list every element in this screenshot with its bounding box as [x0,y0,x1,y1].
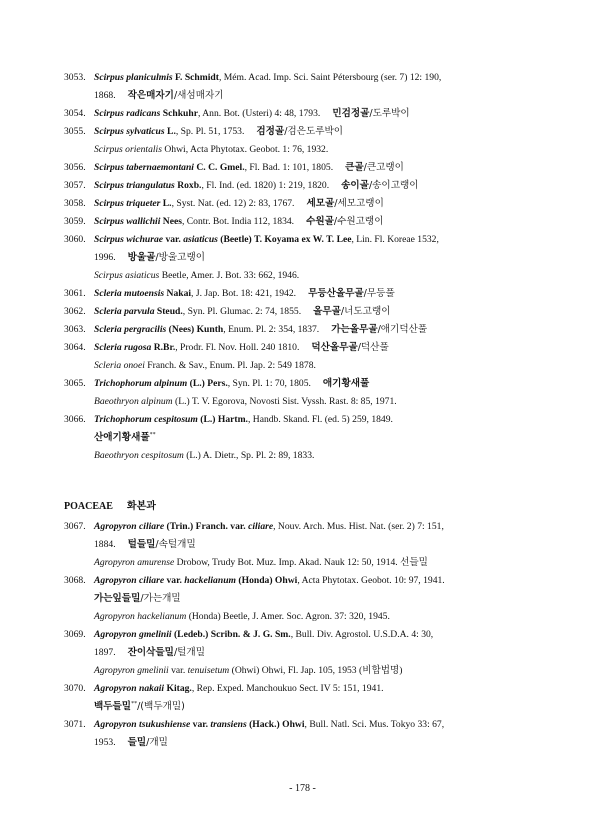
citation: , Rep. Exped. Manchoukuo Sect. IV 5: 151, 1941. [191,683,384,694]
citation-cont: 1897. [94,647,116,658]
entry-number: 3062. [64,306,86,317]
entry-number: 3055. [64,126,86,137]
synonym-name: Baeothryon cespitosum [94,450,184,461]
scientific-name: Scirpus wichurae [94,234,164,245]
synonym-citation: (Ohwi) Ohwi, Fl. Jap. 105, 1953 (비합법명) [231,665,403,676]
synonym-name: Agropyron gmelinii [94,665,169,676]
alt-korean-name: /큰고랭이 [363,162,404,173]
scientific-name: Scleria parvula [94,306,155,317]
citation: , Syn. Pl. 1: 70, 1805. [227,378,311,389]
entry-number: 3064. [64,342,86,353]
author: C. C. Gmel. [196,162,245,173]
synonym-citation: Franch. & Sav., Enum. Pl. Jap. 2: 549 1878. [147,360,316,371]
scientific-name: Scirpus sylvaticus [94,126,165,137]
korean-name: 민검정골 [332,108,370,119]
synonym-citation: (L.) T. V. Egorova, Novosti Sist. Vyssh. Rast. 8: 85, 1971. [175,396,397,407]
species-entry-3070 [64,680,544,716]
infraspecific-name: transiens [210,719,247,730]
citation: , Lin. Fl. Koreae 1532, [351,234,439,245]
author: (Honda) Ohwi [238,575,298,586]
entry-number: 3059. [64,216,86,227]
species-entry-3064 [64,339,544,375]
citation: , J. Jap. Bot. 18: 421, 1942. [191,288,297,299]
author: (L.) Pers. [189,378,228,389]
entry-number: 3063. [64,324,86,335]
entry-number: 3053. [64,72,86,83]
synonym-name: Agropyron amurense [94,557,175,568]
korean-name: 검정골 [256,126,285,137]
entry-number: 3057. [64,180,86,191]
synonym-citation: (L.) A. Dietr., Sp. Pl. 2: 89, 1833. [186,450,315,461]
author: Steud. [156,306,183,317]
author: (Beetle) T. Koyama ex W. T. Lee [220,234,352,245]
korean-name: 작은매자기 [127,90,174,101]
scientific-name: Scirpus tabernaemontani [94,162,194,173]
entry-number: 3061. [64,288,86,299]
entry-number: 3067. [64,521,86,532]
author: (Ledeb.) Scribn. & J. G. Sm. [173,629,291,640]
entry-number: 3054. [64,108,86,119]
korean-name: 덕산올무골 [311,342,358,353]
infraspecific-name: ciliare [248,521,274,532]
alt-korean-name: /덕산풀 [357,342,389,353]
citation: , Nouv. Arch. Mus. Hist. Nat. (ser. 2) 7: 151, [273,521,444,532]
rank-marker: var. [166,575,182,586]
korean-name: 가는잎들밀 [94,593,141,604]
scientific-name: Trichophorum cespitosum [94,414,198,425]
alt-korean-name: /방울고랭이 [155,252,205,263]
author: L. [162,198,172,209]
korean-name: 잔이삭들밀 [127,647,174,658]
alt-korean-name: /너도고랭이 [340,306,391,317]
species-entry-3054 [64,105,544,123]
synonym-name: Scleria onoei [94,360,145,371]
species-entry-3062 [64,303,544,321]
synonym-citation: Drobow, Trudy Bot. Muz. Imp. Akad. Nauk 12: 50, 1914. 선들밀 [176,557,428,568]
rank-marker: var. [230,521,246,532]
author: (Hack.) Ohwi [249,719,305,730]
species-entry-3055 [64,123,544,159]
citation-cont: 1884. [94,539,116,550]
author: (L.) Hartm. [200,414,248,425]
korean-name: 세모골 [306,198,335,209]
entry-number: 3060. [64,234,86,245]
entry-number: 3068. [64,575,86,586]
species-entry-3068 [64,572,544,626]
author: Nees [162,216,182,227]
alt-korean-name: /검은도루박이 [284,126,344,137]
alt-korean-name: /애기덕산풀 [377,324,428,335]
citation-cont: 1868. [94,90,116,101]
rank-marker: var. [165,234,181,245]
entry-number: 3058. [64,198,86,209]
species-entry-3059 [64,213,544,231]
korean-name: 들밀 [127,737,147,748]
author: F. Schmidt [175,72,219,83]
citation: , Contr. Bot. India 112, 1834. [181,216,295,227]
synonym-citation: Beetle, Amer. J. Bot. 33: 662, 1946. [161,270,300,281]
korean-name: 송이골 [341,180,369,191]
entry-number: 3071. [64,719,86,730]
cyperaceae-entry-list [64,69,544,465]
synonym-infraspecific-name: tenuisetum [187,665,230,676]
scientific-name: Scleria rugosa [94,342,152,353]
footnote-marker: ** [131,701,138,707]
korean-name: 가는올무골 [331,324,378,335]
synonym-citation: (Honda) Beetle, J. Amer. Soc. Agron. 37: 320, 1945. [188,611,390,622]
scientific-name: Agropyron gmelinii [94,629,172,640]
korean-name: 올무골 [313,306,341,317]
korean-name: 털들밀 [127,539,156,550]
species-entry-3056 [64,159,544,177]
species-entry-3063 [64,321,544,339]
citation-cont: 1996. [94,252,116,263]
alt-korean-name: /세모고랭이 [334,198,384,209]
family-korean-name: 화본과 [126,501,156,512]
alt-korean-name: /송이고랭이 [368,180,419,191]
family-latin-name: POACEAE [64,501,113,512]
synonym-name: Scirpus orientalis [94,144,162,155]
citation-cont: 1953. [94,737,116,748]
citation: , Syst. Nat. (ed. 12) 2: 83, 1767. [171,198,295,209]
citation: , Bull. Div. Agrostol. U.S.D.A. 4: 30, [290,629,434,640]
species-entry-3071 [64,716,544,752]
infraspecific-name: hackelianum [184,575,236,586]
entry-number: 3056. [64,162,86,173]
author: Roxb. [177,180,202,191]
poaceae-entry-list [64,518,544,752]
entry-number: 3069. [64,629,86,640]
synonym-name: Agropyron hackelianum [94,611,187,622]
scientific-name: Scirpus wallichii [94,216,161,227]
citation: , Prodr. Fl. Nov. Holl. 240 1810. [175,342,300,353]
species-entry-3065 [64,375,544,411]
scientific-name: Scirpus planiculmis [94,72,173,83]
alt-korean-name: /새섬매자기 [173,90,224,101]
alt-korean-name: /도루박이 [369,108,410,119]
scientific-name: Scleria pergracilis [94,324,167,335]
alt-korean-name: /수원고랭이 [333,216,384,227]
scientific-name: Trichophorum alpinum [94,378,188,389]
scientific-name: Scirpus radicans [94,108,161,119]
korean-name: 큰골 [345,162,364,173]
author: (Trin.) Franch. [166,521,228,532]
alt-korean-name: /(백두개밀) [137,701,185,712]
species-entry-3066 [64,411,544,465]
infraspecific-name: asiaticus [183,234,218,245]
citation: , Handb. Skand. Fl. (ed. 5) 259, 1849. [247,414,393,425]
korean-name: 백두들밀 [94,701,132,712]
author: Kitag. [166,683,192,694]
scientific-name: Agropyron nakaii [94,683,165,694]
citation: , Acta Phytotax. Geobot. 10: 97, 1941. [297,575,445,586]
species-entry-3061 [64,285,544,303]
alt-korean-name: /속털개밀 [155,539,196,550]
entry-number: 3070. [64,683,86,694]
synonym-citation: Ohwi, Acta Phytotax. Geobot. 1: 76, 1932. [164,144,329,155]
author: Nakai [166,288,192,299]
citation: , Fl. Bad. 1: 101, 1805. [244,162,334,173]
citation: , Mém. Acad. Imp. Sci. Saint Pétersbourg (ser. 7) 12: 190, [218,72,442,83]
citation: , Ann. Bot. (Usteri) 4: 48, 1793. [197,108,321,119]
alt-korean-name: /털개밀 [173,647,205,658]
alt-korean-name: /무등풀 [363,288,395,299]
species-entry-3058 [64,195,544,213]
citation: , Fl. Ind. (ed. 1820) 1: 219, 1820. [201,180,330,191]
species-entry-3069 [64,626,544,680]
species-entry-3067 [64,518,544,572]
alt-korean-name: /가는개밀 [140,593,181,604]
species-entry-3060 [64,231,544,285]
scientific-name: Scirpus triangulatus [94,180,175,191]
species-entry-3057 [64,177,544,195]
citation: , Bull. Natl. Sci. Mus. Tokyo 33: 67, [304,719,445,730]
citation: , Syn. Pl. Glumac. 2: 74, 1855. [182,306,302,317]
synonym-rank-marker: var. [171,665,186,676]
citation: , Enum. Pl. 2: 354, 1837. [223,324,320,335]
alt-korean-name: /개밀 [146,737,168,748]
author: Schkuhr [162,108,198,119]
scientific-name: Agropyron ciliare [94,521,165,532]
korean-name: 방울골 [127,252,156,263]
author: L. [167,126,176,137]
scientific-name: Scleria mutoensis [94,288,165,299]
author: R.Br. [153,342,176,353]
entry-number: 3066. [64,414,86,425]
scientific-name: Agropyron ciliare [94,575,165,586]
species-entry-3053 [64,69,544,105]
scientific-name: Scirpus triqueter [94,198,161,209]
rank-marker: var. [192,719,209,730]
synonym-name: Scirpus asiaticus [94,270,160,281]
korean-name: 산애기황새풀 [94,432,150,443]
author: (Nees) Kunth [168,324,224,335]
synonym-name: Baeothryon alpinum [94,396,173,407]
citation: , Sp. Pl. 51, 1753. [175,126,245,137]
entry-number: 3065. [64,378,86,389]
page-number: - 178 - [289,783,316,794]
korean-name: 무등산올무골 [308,288,364,299]
scientific-name: Agropyron tsukushiense [94,719,191,730]
korean-name: 애기황새풀 [322,378,370,389]
footnote-marker: ** [149,432,156,438]
family-heading [64,497,156,512]
korean-name: 수원골 [306,216,334,227]
